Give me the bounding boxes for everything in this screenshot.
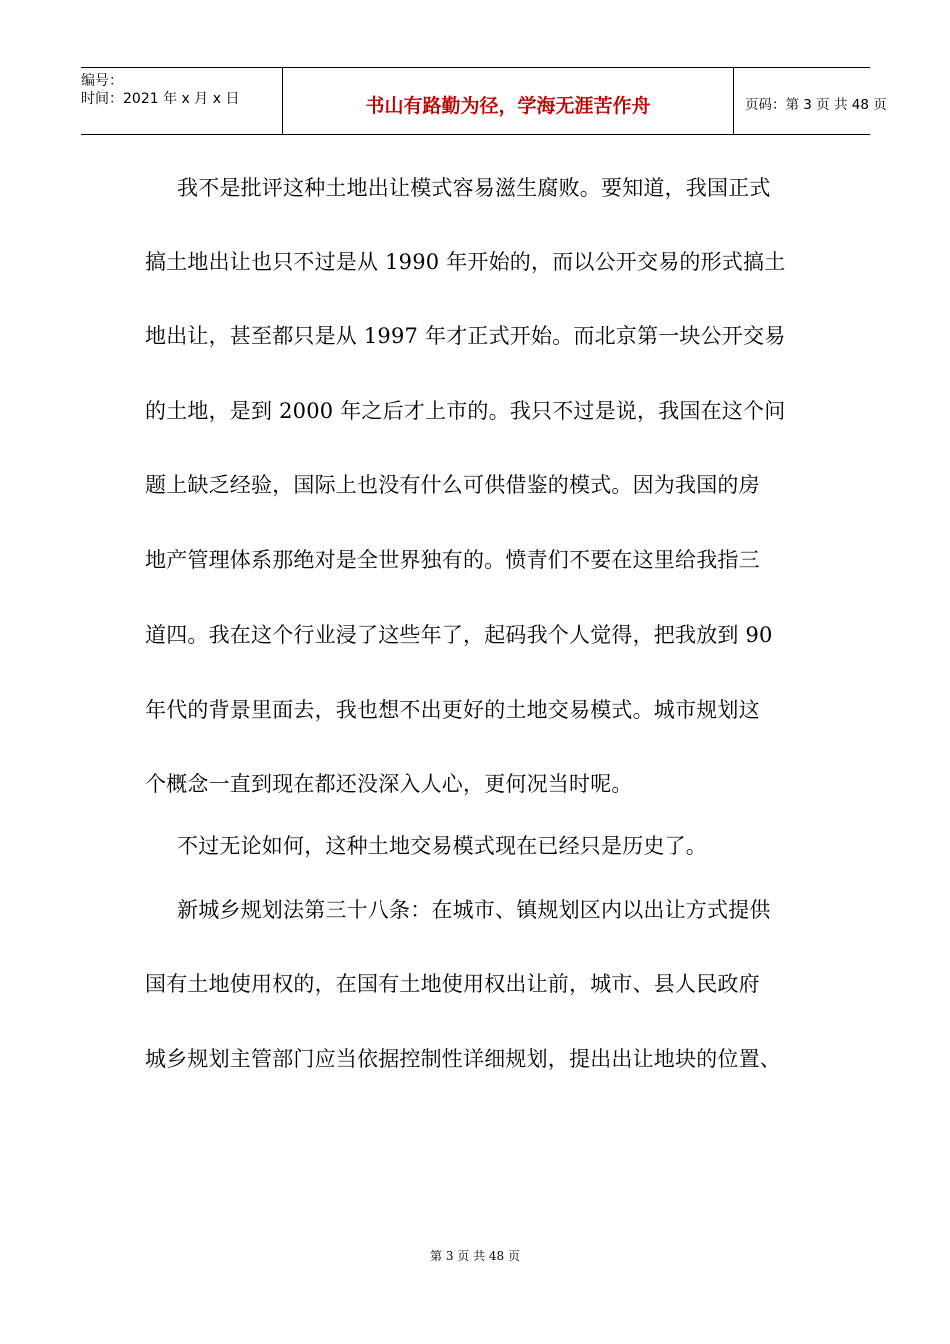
document-header [81, 67, 887, 135]
paragraph-line: 国有土地使用权的，在国有土地使用权出让前，城市、县人民政府 [145, 972, 760, 996]
paragraph-line: 个概念一直到现在都还没深入人心，更何况当时呢。 [145, 772, 633, 796]
time-label: 时间：2021 年 x 月 x 日 [81, 91, 240, 107]
paragraph-line: 题上缺乏经验，国际上也没有什么可供借鉴的模式。因为我国的房 [145, 473, 760, 497]
paragraph-line: 搞土地出让也只不过是从 1990 年开始的，而以公开交易的形式搞土 [145, 250, 786, 274]
paragraph-line: 城乡规划主管部门应当依据控制性详细规划，提出出让地块的位置、 [145, 1047, 781, 1071]
header-meta [81, 68, 282, 134]
paragraph-line: 地出让，甚至都只是从 1997 年才正式开始。而北京第一块公开交易 [145, 324, 786, 348]
header-page-info: 页码：第 3 页 共 48 页 [745, 97, 887, 113]
paragraph-line: 道四。我在这个行业浸了这些年了，起码我个人觉得，把我放到 90 [145, 623, 773, 647]
paragraph-line: 我不是批评这种土地出让模式容易滋生腐败。要知道，我国正式 [177, 176, 771, 200]
paragraph-line: 年代的背景里面去，我也想不出更好的土地交易模式。城市规划这 [145, 698, 760, 722]
page-footer: 第 3 页 共 48 页 [430, 1249, 520, 1263]
header-motto: 书山有路勤为径，学海无涯苦作舟 [282, 68, 734, 134]
paragraph-line: 的土地，是到 2000 年之后才上市的。我只不过是说，我国在这个问 [145, 399, 786, 423]
paragraph-line: 新城乡规划法第三十八条：在城市、镇规划区内以出让方式提供 [177, 898, 771, 922]
paragraph-line: 地产管理体系那绝对是全世界独有的。愤青们不要在这里给我指三 [145, 548, 760, 572]
number-label: 编号： [81, 73, 123, 89]
paragraph-line: 不过无论如何，这种土地交易模式现在已经只是历史了。 [177, 834, 707, 858]
